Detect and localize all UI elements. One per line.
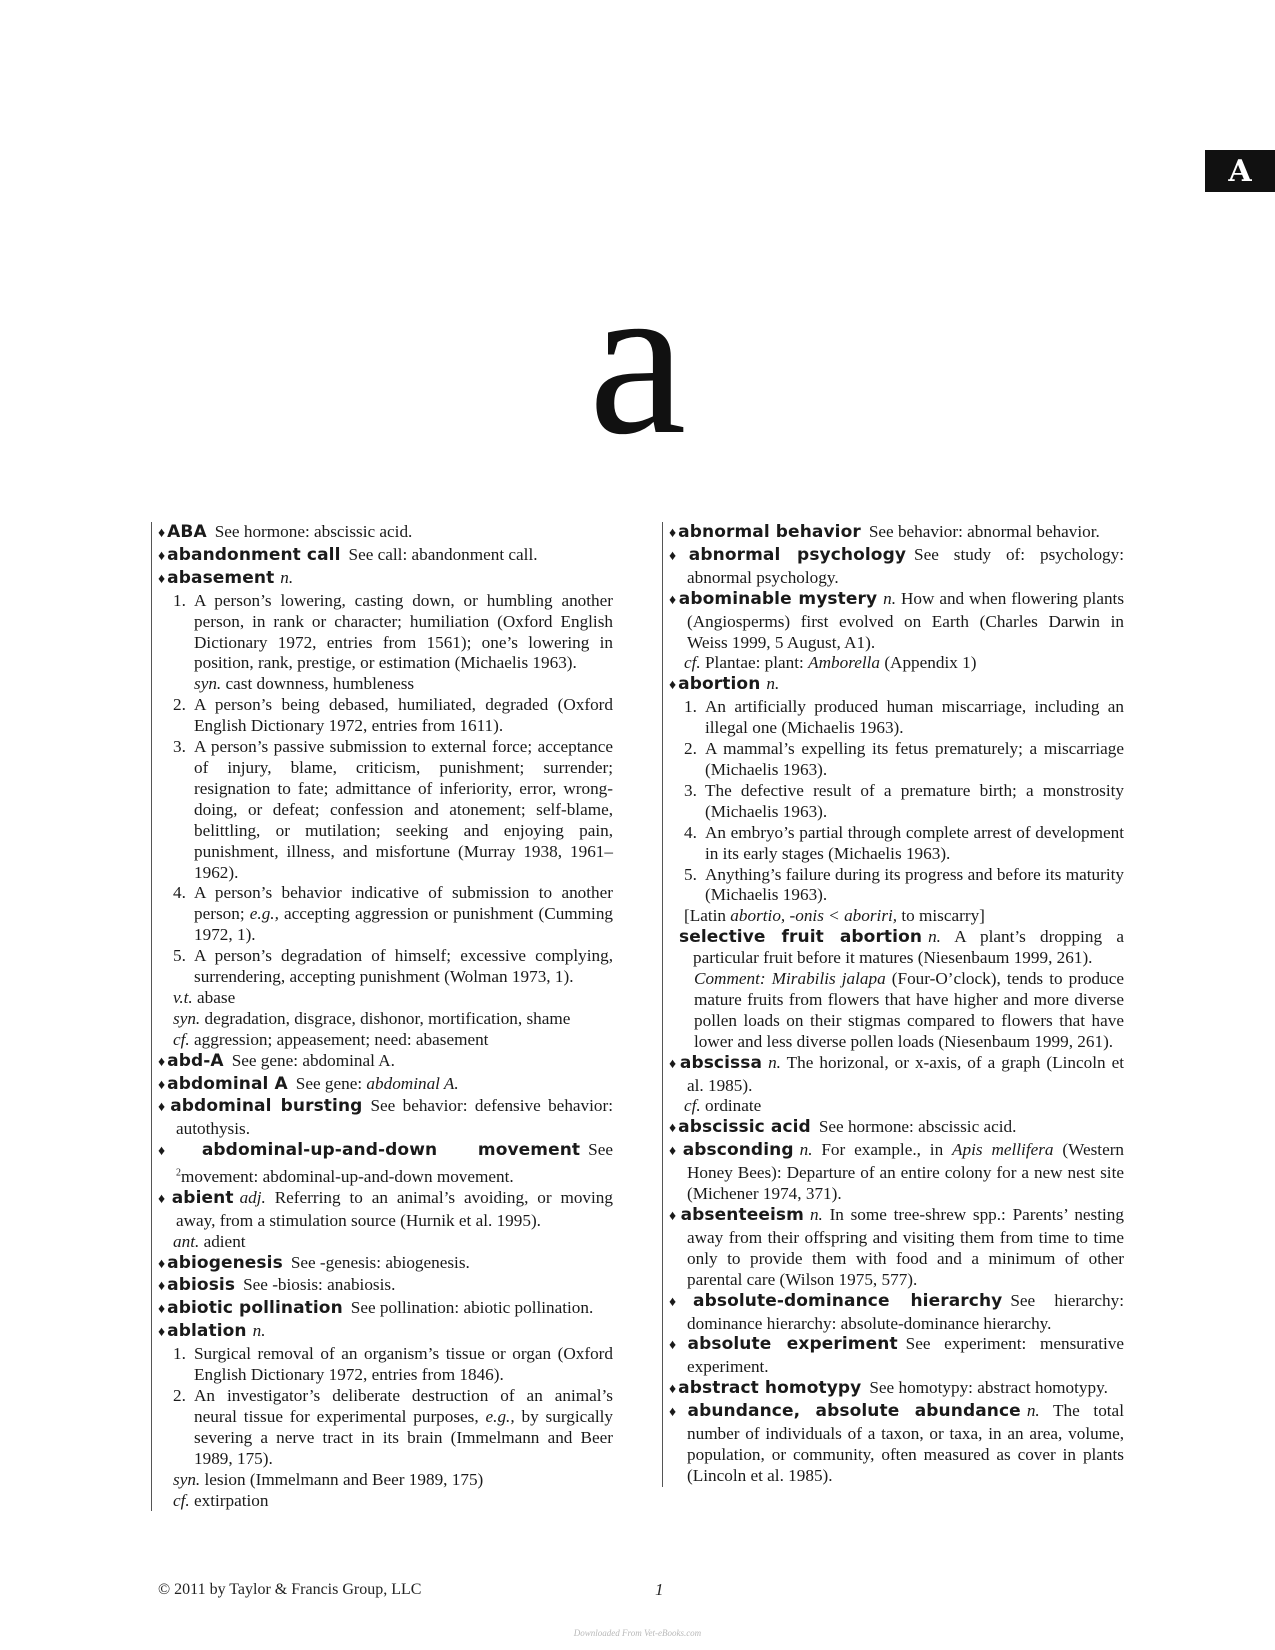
cross-reference: See behavior: abnormal behavior. xyxy=(868,522,1100,541)
headword: abiotic pollination xyxy=(167,1298,343,1319)
syn-label: syn. xyxy=(173,1008,201,1028)
text-part: accepting aggression or punishment (Cumming 1972, 1). xyxy=(194,904,614,945)
sense-1: 1. Surgical removal of an organism’s tissue or organ (Oxford English Dictionary 1972, entries from 1846). xyxy=(173,1344,613,1385)
sense-3: 3. A person’s passive submission to external force; acceptance of injury, blame, criticism, punishment; surrender; resignation to fate; admittance of inferiority, error, wrong-doing, or defeat; confession and atonement; self-blame, belittling, or mutilation; seeking and enjoying pain, punishment, illness, and misfortune (Murray 1938, 1961–1962). xyxy=(173,737,613,882)
section-letter: a xyxy=(588,236,687,480)
verb-form xyxy=(158,988,613,1009)
headword: abominable mystery xyxy=(678,588,878,609)
headword: abient xyxy=(171,1187,234,1208)
diamond-icon: ♦ xyxy=(158,1191,170,1207)
text-italic: Amborella xyxy=(808,653,881,673)
part-of-speech: n. xyxy=(799,1140,813,1160)
compare xyxy=(158,1491,613,1512)
diamond-icon: ♦ xyxy=(158,1144,200,1160)
page-number: 1 xyxy=(655,1580,664,1599)
text-part: (Western Honey Bees): Departure of an entire colony for a new nest site (Michener 1974, 371). xyxy=(687,1140,1125,1204)
syn-text: lesion (Immelmann and Beer 1989, 175) xyxy=(204,1469,484,1489)
cross-reference: See -biosis: anabiosis. xyxy=(243,1275,396,1295)
headword: abscissic acid xyxy=(678,1117,811,1138)
cross-reference: See study of: psychology: abnormal psychology. xyxy=(687,544,1124,587)
section-tab: A xyxy=(1205,150,1275,192)
headword: abandonment call xyxy=(167,544,341,565)
sense-4: 4. An embryo’s partial through complete arrest of development in its early stages (Michaelis 1963). xyxy=(684,822,1124,863)
text-part: by surgically severing a nerve tract in its brain (Immelmann and Beer 1989, 175). xyxy=(194,1406,614,1468)
text-italic: abortio, -onis < aboriri, xyxy=(730,906,898,926)
cross-reference: See -genesis: abiogenesis. xyxy=(290,1252,470,1272)
entry-abasement xyxy=(158,568,613,591)
entry-absolute-experiment xyxy=(669,1334,1124,1378)
definition: Referring to an animal’s avoiding, or moving away, from a stimulation source (Hurnik et al. 1995). xyxy=(176,1187,613,1230)
sense-text: A person’s being debased, humiliated, degraded (Oxford English Dictionary 1972, entries from 1611). xyxy=(194,695,613,736)
sense-text: A mammal’s expelling its fetus prematurely; a miscarriage (Michaelis 1963). xyxy=(705,739,1124,779)
cf-text: extirpation xyxy=(194,1490,269,1510)
diamond-icon: ♦ xyxy=(158,548,166,564)
definition: The total number of individuals of a taxon, or taxa, in an area, volume, population, or community, often measured as cover in plants (Lincoln et al. 1985). xyxy=(687,1401,1124,1485)
entry-abd-a xyxy=(158,1051,613,1074)
diamond-icon: ♦ xyxy=(669,1382,677,1398)
text-italic: abdominal A. xyxy=(366,1073,459,1093)
synonyms xyxy=(158,1470,613,1491)
headword: absolute-dominance hierarchy xyxy=(693,1290,1003,1311)
sense-text: A person’s lowering, casting down, or humbling another person, in rank or character; humiliation (Oxford English Dictionary 1972, entries from 1561); one’s lowering in position, rank, prestige, or estimation (Michaelis 1963). xyxy=(194,590,613,673)
subentry-selective-fruit-abortion xyxy=(669,927,1124,969)
cross-reference: See gene: abdominal A. xyxy=(231,1050,395,1070)
part-of-speech: adj. xyxy=(239,1187,266,1207)
cross-reference: See hormone: abscissic acid. xyxy=(818,1117,1017,1137)
antonym xyxy=(158,1232,613,1253)
part-of-speech: n. xyxy=(280,567,294,587)
text-part: to miscarry] xyxy=(901,906,985,926)
headword: abstract homotypy xyxy=(678,1378,862,1399)
headword: absenteeism xyxy=(680,1205,804,1225)
diamond-icon: ♦ xyxy=(669,1209,679,1224)
diamond-icon: ♦ xyxy=(669,548,687,564)
sense-text: Anything’s failure during its progress and before its maturity (Michaelis 1963). xyxy=(705,864,1124,905)
syn-label: syn. xyxy=(173,1469,201,1489)
headword: ABA xyxy=(167,522,207,542)
headword: abd-A xyxy=(167,1050,224,1071)
diamond-icon: ♦ xyxy=(669,678,677,694)
headword: abiogenesis xyxy=(167,1252,283,1273)
part-of-speech: n. xyxy=(766,674,780,694)
superscript: 2 xyxy=(176,1167,181,1179)
diamond-icon: ♦ xyxy=(158,1077,166,1093)
text-part: Plantae: plant: xyxy=(705,653,804,673)
text-part: (Appendix 1) xyxy=(884,653,977,673)
vt-label: v.t. xyxy=(173,987,193,1007)
sense-1-synonyms xyxy=(158,674,613,695)
entry-abiotic-pollination xyxy=(158,1298,613,1321)
part-of-speech: n. xyxy=(809,1205,823,1224)
part-of-speech: n. xyxy=(883,588,897,608)
compare xyxy=(158,1030,613,1051)
comment-label: Comment: xyxy=(694,969,766,989)
watermark: Downloaded From Vet-eBooks.com xyxy=(573,1628,702,1638)
copyright-notice: © 2011 by Taylor & Francis Group, LLC xyxy=(158,1581,422,1598)
text-italic: e.g., xyxy=(249,904,279,924)
sense-2: 2. A person’s being debased, humiliated, degraded (Oxford English Dictionary 1972, entries from 1611). xyxy=(173,695,613,736)
compare xyxy=(669,1096,1124,1117)
diamond-icon: ♦ xyxy=(158,526,166,541)
definition: The horizonal, or x-axis, of a graph (Lincoln et al. 1985). xyxy=(687,1052,1124,1095)
definition: A plant’s dropping a particular fruit before it matures (Niesenbaum 1999, 261). xyxy=(693,927,1124,968)
diamond-icon: ♦ xyxy=(669,1056,678,1072)
sense-text: A person’s passive submission to external force; acceptance of injury, blame, criticism, punishment; surrender; resignation to fate; admittance of inferiority, error, wrong-doing, or defeat; confession and atonement; self-blame, belittling, or mutilation; seeking and enjoying pain, punishment, illness, and misfortune (Murray 1938, 1961–1962). xyxy=(194,737,613,882)
diamond-icon: ♦ xyxy=(158,1302,166,1318)
diamond-icon: ♦ xyxy=(669,526,677,541)
entry-abnormal-psychology xyxy=(669,545,1124,589)
comment xyxy=(669,969,1124,1053)
text-part: See xyxy=(588,1140,613,1160)
cross-reference: See hierarchy: dominance hierarchy: absolute-dominance hierarchy. xyxy=(687,1290,1124,1333)
text-part: For example., in xyxy=(821,1140,944,1160)
definition: In some tree-shrew spp.: Parents’ nesting away from their offspring and visiting them from time to time only to provide them with food and a minimum of other parental care (Wilson 1975, 577). xyxy=(687,1205,1124,1289)
cross-reference: See hormone: abscissic acid. xyxy=(214,522,413,541)
headword: absolute experiment xyxy=(687,1334,898,1355)
text-italic: Apis mellifera xyxy=(952,1140,1054,1160)
part-of-speech: n. xyxy=(768,1052,781,1072)
cf-label: cf. xyxy=(684,653,701,673)
diamond-icon: ♦ xyxy=(669,1294,692,1310)
entry-abscissic-acid xyxy=(669,1117,1124,1140)
entry-abnormal-behavior xyxy=(669,522,1124,545)
sense-text: A person’s degradation of himself; excessive complying, surrendering, accepting punishment (Wolman 1973, 1). xyxy=(194,946,613,987)
left-column xyxy=(151,522,613,1511)
right-column xyxy=(662,522,1124,1487)
text-part: See gene: xyxy=(295,1073,363,1093)
headword: selective fruit abortion xyxy=(679,927,923,948)
sense-1: 1. An artificially produced human miscarriage, including an illegal one (Michaelis 1963). xyxy=(684,697,1124,738)
syn-label: syn. xyxy=(194,674,222,694)
entry-abortion xyxy=(669,674,1124,697)
cf-label: cf. xyxy=(684,1096,701,1116)
cf-text: aggression; appeasement; need: abasement xyxy=(194,1029,489,1049)
part-of-speech: n. xyxy=(1026,1401,1040,1421)
etymology xyxy=(669,906,1124,927)
headword: abnormal behavior xyxy=(678,522,861,542)
diamond-icon: ♦ xyxy=(669,1121,677,1137)
headword: abdominal bursting xyxy=(170,1096,363,1117)
text-part: A person’s behavior indicative of submission to another person; xyxy=(194,883,613,924)
diamond-icon: ♦ xyxy=(669,1338,686,1354)
entry-abandonment-call xyxy=(158,545,613,568)
definition: How and when flowering plants (Angiosperms) first evolved on Earth (Charles Darwin in Weiss 1999, 5 August, A1). xyxy=(687,588,1125,652)
headword: ablation xyxy=(167,1321,247,1342)
sense-2: 2. An investigator’s deliberate destruction of an animal’s neural tissue for experimental purposes, e.g., by surgically severing a nerve tract in its brain (Immelmann and Beer 1989, 175). xyxy=(173,1385,614,1468)
diamond-icon: ♦ xyxy=(158,1279,166,1295)
diamond-icon: ♦ xyxy=(158,1054,166,1070)
entry-abundance xyxy=(669,1401,1124,1487)
compare xyxy=(669,653,1124,674)
syn-text: cast downness, humbleness xyxy=(225,674,415,694)
headword: abiosis xyxy=(167,1275,236,1296)
entry-abdominal-bursting xyxy=(158,1096,613,1140)
entry-abiosis xyxy=(158,1275,613,1298)
sense-text: The defective result of a premature birth; a monstrosity (Michaelis 1963). xyxy=(705,780,1124,821)
part-of-speech: n. xyxy=(252,1321,266,1341)
cross-reference: See behavior: defensive behavior: autothysis. xyxy=(176,1096,613,1139)
cf-text: ordinate xyxy=(705,1096,762,1116)
cf-label: cf. xyxy=(173,1490,190,1510)
headword: absconding xyxy=(682,1140,794,1161)
diamond-icon: ♦ xyxy=(158,571,166,587)
part-of-speech: n. xyxy=(928,927,941,947)
sense-2: 2. A mammal’s expelling its fetus prematurely; a miscarriage (Michaelis 1963). xyxy=(684,739,1124,779)
headword: abortion xyxy=(678,674,761,695)
diamond-icon: ♦ xyxy=(669,1144,681,1160)
diamond-icon: ♦ xyxy=(158,1256,166,1272)
sense-text: An artificially produced human miscarriage, including an illegal one (Michaelis 1963). xyxy=(705,697,1124,738)
headword: abnormal psychology xyxy=(688,544,907,565)
sense-text xyxy=(194,1386,613,1470)
headword: abasement xyxy=(167,567,275,588)
sense-text: An embryo’s partial through complete arrest of development in its early stages (Michaelis 1963). xyxy=(705,822,1124,863)
vt-text: abase xyxy=(197,987,236,1007)
diamond-icon: ♦ xyxy=(669,1405,686,1421)
entry-abominable-mystery xyxy=(669,589,1124,654)
entry-aba xyxy=(158,522,613,545)
headword: abdominal-up-and-down movement xyxy=(201,1140,581,1161)
diamond-icon: ♦ xyxy=(158,1100,169,1116)
entry-abscissa xyxy=(669,1053,1124,1097)
cf-label: cf. xyxy=(173,1029,190,1049)
entry-absolute-dominance-hierarchy xyxy=(669,1291,1124,1335)
cross-reference xyxy=(296,1074,459,1093)
text-italic: Mirabilis jalapa xyxy=(771,969,886,989)
entry-absenteeism xyxy=(669,1205,1124,1291)
comment-text: (Four-O’clock), tends to produce mature fruits from flowers that have higher and more diverse pollen loads on their stigmas compared to flowers that have lower and less diverse pollen loads (Niesenbaum 1999, 261). xyxy=(694,969,1125,1051)
sense-5: 5. Anything’s failure during its progress and before its maturity (Michaelis 1963). xyxy=(684,864,1124,905)
sense-text: Surgical removal of an organism’s tissue or organ (Oxford English Dictionary 1972, entries from 1846). xyxy=(194,1344,613,1385)
ant-text: adient xyxy=(203,1231,246,1251)
headword: abundance, absolute abundance xyxy=(687,1401,1021,1422)
headword: abscissa xyxy=(679,1052,763,1073)
text-part: [Latin xyxy=(684,906,726,926)
syn-text: degradation, disgrace, dishonor, mortification, shame xyxy=(204,1008,571,1028)
text-part: An investigator’s deliberate destruction of an animal’s neural tissue for experimental purposes, xyxy=(194,1385,613,1426)
synonyms xyxy=(158,1009,613,1030)
diamond-icon: ♦ xyxy=(158,1325,166,1341)
text-italic: e.g., xyxy=(485,1406,515,1426)
entry-abiogenesis xyxy=(158,1253,613,1276)
ant-label: ant. xyxy=(173,1231,200,1251)
cross-reference: See experiment: mensurative experiment. xyxy=(687,1334,1124,1377)
entry-abstract-homotypy xyxy=(669,1378,1124,1401)
headword: abdominal A xyxy=(167,1073,288,1094)
sense-3: 3. The defective result of a premature birth; a monstrosity (Michaelis 1963). xyxy=(684,780,1124,821)
sense-1: 1. A person’s lowering, casting down, or humbling another person, in rank or character; humiliation (Oxford English Dictionary 1972, entries from 1561); one’s lowering in position, rank, prestige, or estimation (Michaelis 1963). xyxy=(173,590,613,673)
cross-reference: See homotypy: abstract homotypy. xyxy=(869,1378,1108,1398)
entry-absconding xyxy=(669,1140,1124,1205)
cross-reference: See pollination: abiotic pollination. xyxy=(350,1298,594,1318)
entry-ablation xyxy=(158,1321,613,1344)
sense-text xyxy=(194,883,613,946)
entry-abient xyxy=(158,1188,613,1232)
diamond-icon: ♦ xyxy=(669,592,677,608)
entry-abdominal-a xyxy=(158,1074,613,1097)
sense-5: 5. A person’s degradation of himself; excessive complying, surrendering, accepting punishment (Wolman 1973, 1). xyxy=(173,946,613,987)
sense-4: 4. A person’s behavior indicative of submission to another person; e.g., accepting aggression or punishment (Cumming 1972, 1). xyxy=(173,883,614,945)
cross-reference: See call: abandonment call. xyxy=(348,544,538,564)
text-part: movement: abdominal-up-and-down movement. xyxy=(181,1166,514,1186)
entry-abdominal-up-and-down xyxy=(158,1140,613,1188)
